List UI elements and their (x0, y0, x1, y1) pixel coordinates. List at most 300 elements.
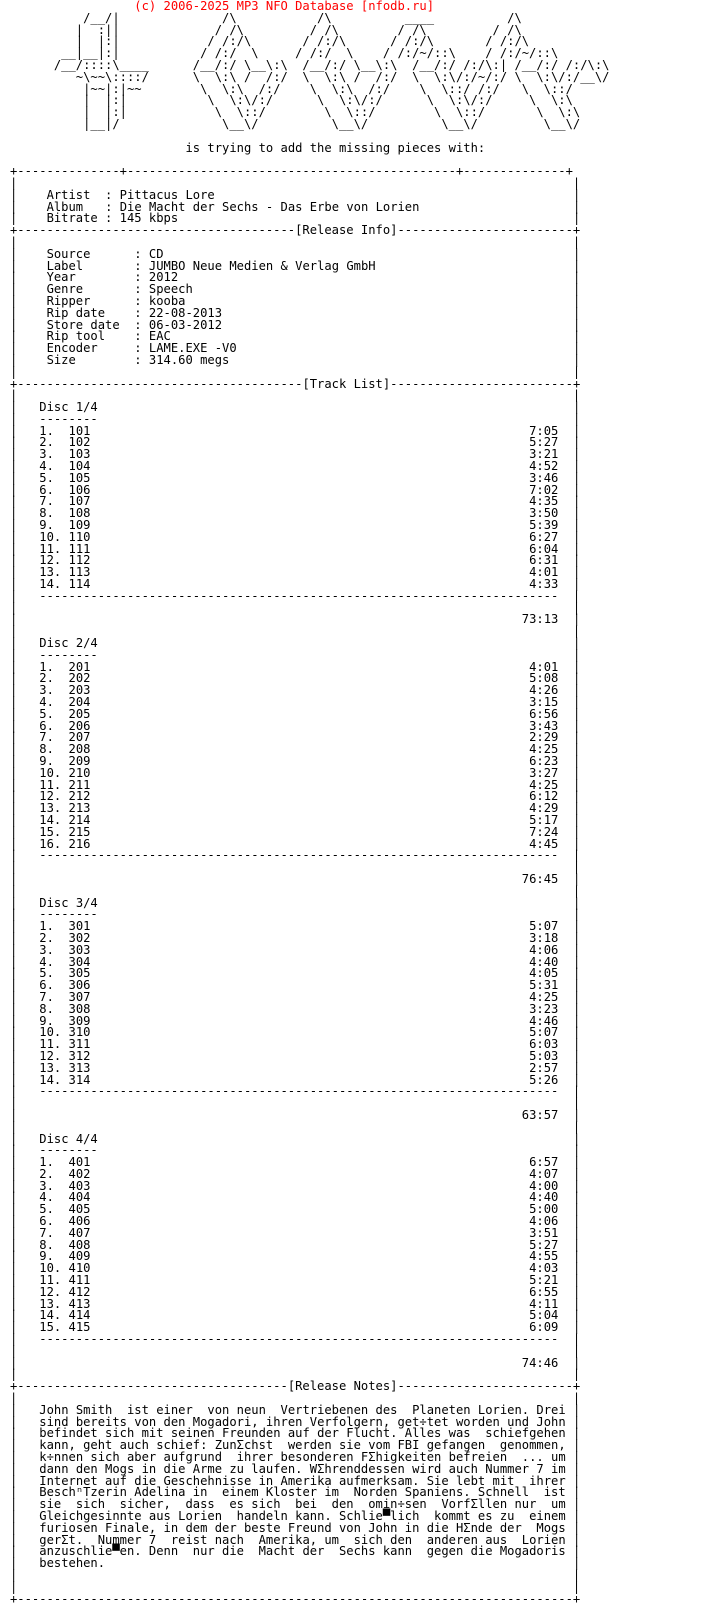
info-value: Speech (148, 281, 193, 297)
track-title: 105 (68, 469, 91, 485)
info-label: Store date (46, 316, 120, 332)
notes-line: | dann den Mogs in die Arme zu laufen. WΣhrenddessen wird auch Nummer 7 im | (10, 1460, 581, 1476)
release-notes-text: BeschⁿTzerin Adelina in einem Kloster im Norden Spaniens. Schnell ist (39, 1484, 566, 1500)
info-label: Rip date (46, 304, 106, 320)
notes-line: | Internet auf die Geschehnisse in Amerika aufmerksam. Sie lebt mit ihrer | (10, 1472, 581, 1488)
disc-title: Disc 4/4 (39, 1130, 98, 1146)
logo-art: | |:| \ \::/ \ \::/ \ \::/ \ \:\ (17, 104, 581, 120)
disc-underline-line: | -------- | (10, 906, 581, 922)
track-duration: 6:04 (529, 540, 559, 556)
artist-label: Artist (46, 186, 91, 202)
track-number: 7. (39, 988, 54, 1004)
info-row: | Size : 314.60 megs | (10, 351, 581, 367)
disc-underline: -------- (39, 646, 98, 662)
track-row: | 6. 406 4:06 | (10, 1213, 581, 1229)
disc-total-rule: | ----------------------------------------------------------------------- | (10, 587, 581, 603)
track-number: 1. (39, 422, 54, 438)
track-duration: 5:07 (529, 918, 559, 934)
release-notes-title: [Release Notes] (287, 1378, 398, 1394)
track-duration: 4:45 (529, 835, 559, 851)
info-value: 314.60 megs (148, 351, 230, 367)
track-title: 212 (68, 788, 91, 804)
release-notes-text: furiosen Finale, in dem der beste Freund von John in die HΣnde der Mogs (39, 1519, 566, 1535)
track-duration: 3:21 (529, 446, 559, 462)
track-title: 114 (68, 576, 91, 592)
track-number: 8. (39, 505, 54, 521)
track-title: 110 (68, 528, 91, 544)
track-duration: 4:01 (529, 564, 559, 580)
box-blank: | | (10, 1390, 581, 1406)
track-title: 103 (68, 446, 91, 462)
track-title: 409 (68, 1248, 91, 1264)
track-row: | 1. 201 4:01 | (10, 658, 581, 674)
album-row: | Album : Die Macht der Sechs - Das Erbe von Lorien | (10, 198, 581, 214)
release-notes-text: kann, geht auch schief: ZunΣchst werden sie vom FBI gefangen genommen, (39, 1437, 566, 1453)
track-number: 12. (39, 1283, 62, 1299)
track-title: 101 (68, 422, 91, 438)
track-row: | 16. 216 4:45 | (10, 835, 581, 851)
track-duration: 6:03 (529, 1036, 559, 1052)
track-row: | 12. 412 6:55 | (10, 1283, 581, 1299)
track-title: 102 (68, 434, 91, 450)
track-title: 407 (68, 1224, 91, 1240)
release-notes-text: John Smith ist einer von neun Vertriebenen des Planeten Lorien. Drei (39, 1401, 566, 1417)
info-row: | Year : 2012 | (10, 269, 581, 285)
tagline-line (10, 140, 485, 155)
track-duration: 4:46 (529, 1012, 559, 1028)
track-duration: 5:04 (529, 1307, 559, 1323)
track-number: 11. (39, 1272, 62, 1288)
info-value: 06-03-2012 (148, 316, 223, 332)
track-row: | 14. 414 5:04 | (10, 1307, 581, 1323)
logo-art: |__|/ \__\/ \__\/ \__\/ \__\/ (17, 115, 581, 131)
track-row: | 12. 112 6:31 | (10, 552, 581, 568)
track-duration: 2:29 (529, 729, 559, 745)
track-duration: 4:52 (529, 458, 559, 474)
track-title: 402 (68, 1165, 91, 1181)
info-label: Source (46, 245, 91, 261)
track-duration: 3:23 (529, 1000, 559, 1016)
track-title: 411 (68, 1272, 91, 1288)
track-number: 9. (39, 753, 54, 768)
tagline: is trying to add the missing pieces with: (185, 139, 486, 155)
release-notes-text: sind bereits von den Mogadori, ihren Verfolgern, get÷tet worden und John (39, 1413, 566, 1429)
track-number: 10. (39, 1260, 62, 1276)
track-number: 7. (39, 493, 54, 509)
track-title: 204 (68, 694, 91, 710)
track-row: | 10. 410 4:03 | (10, 1260, 581, 1276)
track-duration: 3:15 (529, 694, 559, 710)
track-duration: 5:17 (529, 811, 559, 827)
disc-total-time: 63:57 (521, 1106, 559, 1122)
notes-line: | k÷nnen sich aber aufgrund ihrer besonderen FΣhigkeiten befreien ... um | (10, 1449, 581, 1465)
track-title: 109 (68, 517, 91, 533)
track-duration: 6:57 (529, 1154, 559, 1170)
logo-art: |~~|:|~~ \ \:\ /:/ \ \:\ /:/ \ \::/ /:/ \ \::/ (17, 80, 573, 96)
track-duration: 5:31 (529, 977, 559, 993)
track-title: 112 (68, 552, 91, 568)
track-title: 303 (68, 941, 91, 957)
info-label: Rip tool (46, 328, 106, 344)
track-number: 15. (39, 1319, 62, 1335)
track-duration: 6:55 (529, 1283, 559, 1299)
track-title: 210 (68, 764, 91, 780)
track-number: 4. (39, 953, 54, 969)
track-number: 7. (39, 1224, 54, 1240)
track-duration: 4:26 (529, 682, 559, 698)
info-label: Encoder (46, 340, 98, 356)
track-row: | 9. 309 4:46 | (10, 1012, 581, 1028)
track-row: | 13. 213 4:29 | (10, 800, 581, 816)
release-info-title: [Release Info] (295, 222, 398, 238)
track-title: 405 (68, 1201, 91, 1217)
track-row: | 4. 104 4:52 | (10, 458, 581, 474)
track-number: 14. (39, 1071, 62, 1087)
track-title: 111 (68, 540, 91, 556)
track-number: 10. (39, 528, 62, 544)
track-duration: 3:43 (529, 717, 559, 733)
track-title: 414 (68, 1307, 91, 1323)
logo-art: ~\~~\::::/ \ \:\ / /:/ \ \:\ / /:/ \ \:\/:/~/:/ \ \:\/:/__\/ (17, 68, 610, 84)
info-row: | Label : JUMBO Neue Medien & Verlag GmbH | (10, 257, 581, 273)
track-row: | 13. 313 2:57 | (10, 1059, 581, 1075)
track-duration: 4:06 (529, 1213, 559, 1229)
info-value: 22-08-2013 (148, 304, 223, 320)
disc-heading: | Disc 4/4 | (10, 1130, 581, 1146)
track-number: 10. (39, 764, 62, 780)
track-row: | 7. 407 3:51 | (10, 1224, 581, 1240)
track-number: 10. (39, 1024, 62, 1040)
track-duration: 5:07 (529, 1024, 559, 1040)
disc-total-rule: | ----------------------------------------------------------------------- | (10, 1083, 581, 1099)
track-duration: 4:55 (529, 1248, 559, 1264)
info-label: Year (46, 269, 76, 285)
track-row: | 12. 312 5:03 | (10, 1047, 581, 1063)
track-duration: 4:06 (529, 941, 559, 957)
track-duration: 3:50 (529, 505, 559, 521)
track-row: | 5. 405 5:00 | (10, 1201, 581, 1217)
track-number: 4. (39, 458, 54, 474)
track-duration: 4:03 (529, 1260, 559, 1276)
track-row: | 1. 401 6:57 | (10, 1154, 581, 1170)
track-number: 9. (39, 517, 54, 533)
track-number: 6. (39, 717, 54, 733)
track-row: | 15. 415 6:09 | (10, 1319, 581, 1335)
box-blank: | | (10, 174, 581, 190)
track-number: 12. (39, 1047, 62, 1063)
track-duration: 4:40 (529, 1189, 559, 1205)
track-row: | 4. 404 4:40 | (10, 1189, 581, 1205)
track-number: 5. (39, 1201, 54, 1217)
info-label: Label (46, 257, 84, 273)
box-blank: | | (10, 623, 581, 639)
track-duration: 4:00 (529, 1177, 559, 1193)
track-title: 206 (68, 717, 91, 733)
release-notes-text: Gleichgesinnte aus Lorien handeln kann. Schlie▀lich kommt es zu einem (39, 1508, 566, 1523)
disc-total-time: 76:45 (521, 870, 559, 886)
box-bottom: +----------------------------------------------------------------------------+ (10, 1590, 581, 1606)
track-duration: 6:27 (529, 528, 559, 544)
box-blank: | | (10, 882, 581, 898)
info-value: kooba (148, 292, 186, 308)
track-number: 6. (39, 481, 54, 497)
box-blank: | | (10, 1566, 581, 1582)
track-number: 14. (39, 576, 62, 592)
track-row: | 1. 301 5:07 | (10, 918, 581, 934)
track-number: 11. (39, 776, 62, 792)
track-title: 406 (68, 1213, 91, 1229)
track-title: 401 (68, 1154, 91, 1170)
logo-line (10, 116, 580, 131)
track-duration: 3:27 (529, 764, 559, 780)
track-title: 207 (68, 729, 91, 745)
track-title: 408 (68, 1236, 91, 1252)
track-duration: 3:51 (529, 1224, 559, 1240)
bitrate-row: | Bitrate : 145 kbps | (10, 210, 581, 226)
track-duration: 3:46 (529, 469, 559, 485)
track-title: 312 (68, 1047, 91, 1063)
track-number: 6. (39, 977, 54, 993)
release-notes-text: anzuschlie▀en. Denn nur die Macht der Sechs kann gegen die Mogadoris (39, 1543, 566, 1559)
release-notes-text: k÷nnen sich aber aufgrund ihrer besonderen FΣhigkeiten befreien ... um (39, 1449, 566, 1465)
track-duration: 4:35 (529, 493, 559, 509)
track-number: 1. (39, 918, 54, 934)
track-number: 3. (39, 682, 54, 698)
track-title: 310 (68, 1024, 91, 1040)
track-title: 203 (68, 682, 91, 698)
track-row: | 7. 307 4:25 | (10, 988, 581, 1004)
bitrate-label: Bitrate (46, 210, 98, 226)
info-value: CD (148, 245, 164, 261)
disc-total-time: 73:13 (521, 611, 559, 627)
track-number: 14. (39, 1307, 62, 1323)
track-duration: 4:01 (529, 658, 559, 674)
track-number: 13. (39, 800, 62, 816)
track-title: 213 (68, 800, 91, 816)
track-number: 15. (39, 823, 62, 839)
track-row: | 9. 209 6:23 | (10, 753, 581, 768)
track-row: | 8. 408 5:27 | (10, 1236, 581, 1252)
track-number: 9. (39, 1248, 54, 1264)
track-row: | 4. 204 3:15 | (10, 694, 581, 710)
track-row: | 11. 211 4:25 | (10, 776, 581, 792)
track-list-title: [Track List] (302, 375, 391, 391)
track-row: | 9. 109 5:39 | (10, 517, 581, 533)
track-title: 410 (68, 1260, 91, 1276)
track-title: 202 (68, 670, 91, 686)
release-notes-text: bestehen. (39, 1555, 106, 1571)
track-row: | 11. 411 5:21 | (10, 1272, 581, 1288)
release-notes-text: befindet sich mit seinen Freunden auf der Flucht. Alles was schiefgehen (39, 1425, 566, 1441)
track-title: 412 (68, 1283, 91, 1299)
track-duration: 6:09 (529, 1319, 559, 1335)
track-number: 3. (39, 941, 54, 957)
track-row: | 3. 203 4:26 | (10, 682, 581, 698)
logo-art: | |:| \ \:\/:/ \ \:\/:/ \ \:\/:/ \ \:\ (17, 92, 573, 108)
track-duration: 4:05 (529, 965, 559, 981)
notes-line: | kann, geht auch schief: ZunΣchst werden sie vom FBI gefangen genommen, | (10, 1437, 581, 1453)
disc-total-row: | 73:13 | (10, 611, 581, 627)
track-number: 9. (39, 1012, 54, 1028)
disc-underline: -------- (39, 906, 98, 922)
track-number: 2. (39, 434, 54, 450)
track-duration: 5:21 (529, 1272, 559, 1288)
disc-total-row: | 74:46 | (10, 1354, 581, 1370)
track-title: 216 (68, 835, 91, 851)
info-row: | Encoder : LAME.EXE -V0 | (10, 340, 581, 356)
disc-underline-line: | -------- | (10, 646, 581, 662)
track-number: 13. (39, 564, 62, 580)
track-duration: 4:25 (529, 741, 559, 757)
track-title: 314 (68, 1071, 91, 1087)
box-blank: | | (10, 1095, 581, 1111)
track-title: 107 (68, 493, 91, 509)
disc-underline-line: | -------- | (10, 1142, 581, 1158)
track-title: 201 (68, 658, 91, 674)
track-duration: 4:40 (529, 953, 559, 969)
track-number: 16. (39, 835, 62, 851)
track-row: | 13. 413 4:11 | (10, 1295, 581, 1311)
track-title: 309 (68, 1012, 91, 1028)
notes-line: | befindet sich mit seinen Freunden auf der Flucht. Alles was schiefgehen | (10, 1425, 581, 1441)
track-row: | 5. 305 4:05 | (10, 965, 581, 981)
disc-total-rule: | ----------------------------------------------------------------------- | (10, 1331, 581, 1347)
track-duration: 5:26 (529, 1071, 559, 1087)
box-blank: | | (10, 1342, 581, 1358)
track-duration: 7:02 (529, 481, 559, 497)
track-row: | 2. 302 3:18 | (10, 929, 581, 945)
track-row: | 14. 114 4:33 | (10, 576, 581, 592)
release-notes-title-divider: +-------------------------------------[Release Notes]------------------------+ (10, 1378, 581, 1394)
notes-line: | furiosen Finale, in dem der beste Freund von John in die HΣnde der Mogs | (10, 1519, 581, 1535)
track-number: 12. (39, 552, 62, 568)
track-row: | 6. 106 7:02 | (10, 481, 581, 497)
track-row: | 1. 101 7:05 | (10, 422, 581, 438)
track-title: 413 (68, 1295, 91, 1311)
disc-underline-line: | -------- | (10, 410, 581, 426)
track-number: 5. (39, 965, 54, 981)
track-duration: 7:24 (529, 823, 559, 839)
track-number: 4. (39, 694, 54, 710)
track-title: 106 (68, 481, 91, 497)
notes-line: | Gleichgesinnte aus Lorien handeln kann. Schlie▀lich kommt es zu einem | (10, 1508, 581, 1523)
track-number: 2. (39, 929, 54, 945)
track-number: 8. (39, 1236, 54, 1252)
track-number: 1. (39, 1154, 54, 1170)
disc-underline: -------- (39, 1142, 98, 1158)
notes-line: | gerΣt. Nummer 7 reist nach Amerika, um sich den anderen aus Lorien | (10, 1531, 581, 1547)
album-label: Album (46, 198, 84, 214)
track-duration: 5:27 (529, 1236, 559, 1252)
track-duration: 5:39 (529, 517, 559, 533)
notes-line: | bestehen. | (10, 1555, 581, 1571)
track-title: 104 (68, 458, 91, 474)
info-value: 2012 (148, 269, 179, 285)
info-row: | Rip tool : EAC | (10, 328, 581, 344)
release-notes-text: dann den Mogs in die Arme zu laufen. WΣhrenddessen wird auch Nummer 7 im (39, 1460, 566, 1476)
track-number: 12. (39, 788, 62, 804)
track-number: 2. (39, 670, 54, 686)
track-row: | 10. 310 5:07 | (10, 1024, 581, 1040)
track-row: | 13. 113 4:01 | (10, 564, 581, 580)
track-row: | 3. 303 4:06 | (10, 941, 581, 957)
track-list-title-divider: +---------------------------------------[Track List]-------------------------+ (10, 375, 581, 391)
track-title: 307 (68, 988, 91, 1004)
notes-line: | sie sich sicher, dass es sich bei den omin÷sen VorfΣllen nur um | (10, 1496, 581, 1512)
track-number: 8. (39, 741, 54, 757)
track-title: 214 (68, 811, 91, 827)
logo-art: /__/::::\____ /__/:/ \__\:\ /__/:/ \__\:\ /__/:/ /:/\:| /__/:/ /:/\:\ (17, 56, 610, 72)
disc-heading: | Disc 1/4 | (10, 399, 581, 415)
track-row: | 15. 215 7:24 | (10, 823, 581, 839)
track-duration: 6:12 (529, 788, 559, 804)
info-row: | Genre : Speech | (10, 281, 581, 297)
box-blank: | | (10, 1366, 581, 1382)
logo-art: __|__|:| / /:/ \ / /:/ \ / /:/~/::\ / /:/~/::\ (17, 45, 559, 61)
track-title: 304 (68, 953, 91, 969)
info-row: | Store date : 06-03-2012 | (10, 316, 581, 332)
track-row: | 2. 102 5:27 | (10, 434, 581, 450)
track-number: 4. (39, 1189, 54, 1205)
track-row: | 2. 202 5:08 | (10, 670, 581, 686)
track-title: 311 (68, 1036, 91, 1052)
track-row: | 4. 304 4:40 | (10, 953, 581, 969)
track-row: | 10. 110 6:27 | (10, 528, 581, 544)
track-duration: 3:18 (529, 929, 559, 945)
box-blank: | | (10, 233, 581, 249)
track-row: | 8. 308 3:23 | (10, 1000, 581, 1016)
disc-total-row: | 63:57 | (10, 1106, 581, 1122)
track-number: 8. (39, 1000, 54, 1016)
track-duration: 5:00 (529, 1201, 559, 1217)
track-number: 3. (39, 1177, 54, 1193)
track-number: 2. (39, 1165, 54, 1181)
track-row: | 14. 214 5:17 | (10, 811, 581, 827)
track-duration: 6:56 (529, 705, 559, 721)
track-title: 308 (68, 1000, 91, 1016)
disc-heading: | Disc 2/4 | (10, 635, 581, 651)
notes-line: | John Smith ist einer von neun Vertriebenen des Planeten Lorien. Drei | (10, 1401, 581, 1417)
nfo-text (10, 0, 609, 1604)
track-row: | 12. 212 6:12 | (10, 788, 581, 804)
track-row: | 2. 402 4:07 | (10, 1165, 581, 1181)
track-title: 415 (68, 1319, 91, 1335)
track-title: 205 (68, 705, 91, 721)
track-number: 14. (39, 811, 62, 827)
box-blank: | | (10, 599, 581, 615)
track-duration: 6:23 (529, 753, 559, 768)
disc-title: Disc 2/4 (39, 635, 98, 651)
track-duration: 4:07 (529, 1165, 559, 1181)
track-row: | 8. 108 3:50 | (10, 505, 581, 521)
album-value: Die Macht der Sechs - Das Erbe von Lorien (119, 198, 420, 214)
disc-underline: -------- (39, 410, 98, 426)
track-duration: 5:03 (529, 1047, 559, 1063)
disc-total-row: | 76:45 | (10, 870, 581, 886)
track-title: 209 (68, 753, 91, 768)
copyright-notice: (c) 2006-2025 MP3 NFO Database [nfodb.ru] (134, 0, 435, 13)
notes-line: | anzuschlie▀en. Denn nur die Macht der Sechs kann gegen die Mogadoris | (10, 1543, 581, 1559)
track-number: 11. (39, 540, 62, 556)
track-duration: 4:25 (529, 988, 559, 1004)
box-blank: | | (10, 387, 581, 403)
info-value: EAC (148, 328, 171, 344)
disc-heading: | Disc 3/4 | (10, 894, 581, 910)
track-title: 301 (68, 918, 91, 934)
track-row: | 5. 205 6:56 | (10, 705, 581, 721)
track-row: | 8. 208 4:25 | (10, 741, 581, 757)
info-value: LAME.EXE -V0 (148, 340, 237, 356)
